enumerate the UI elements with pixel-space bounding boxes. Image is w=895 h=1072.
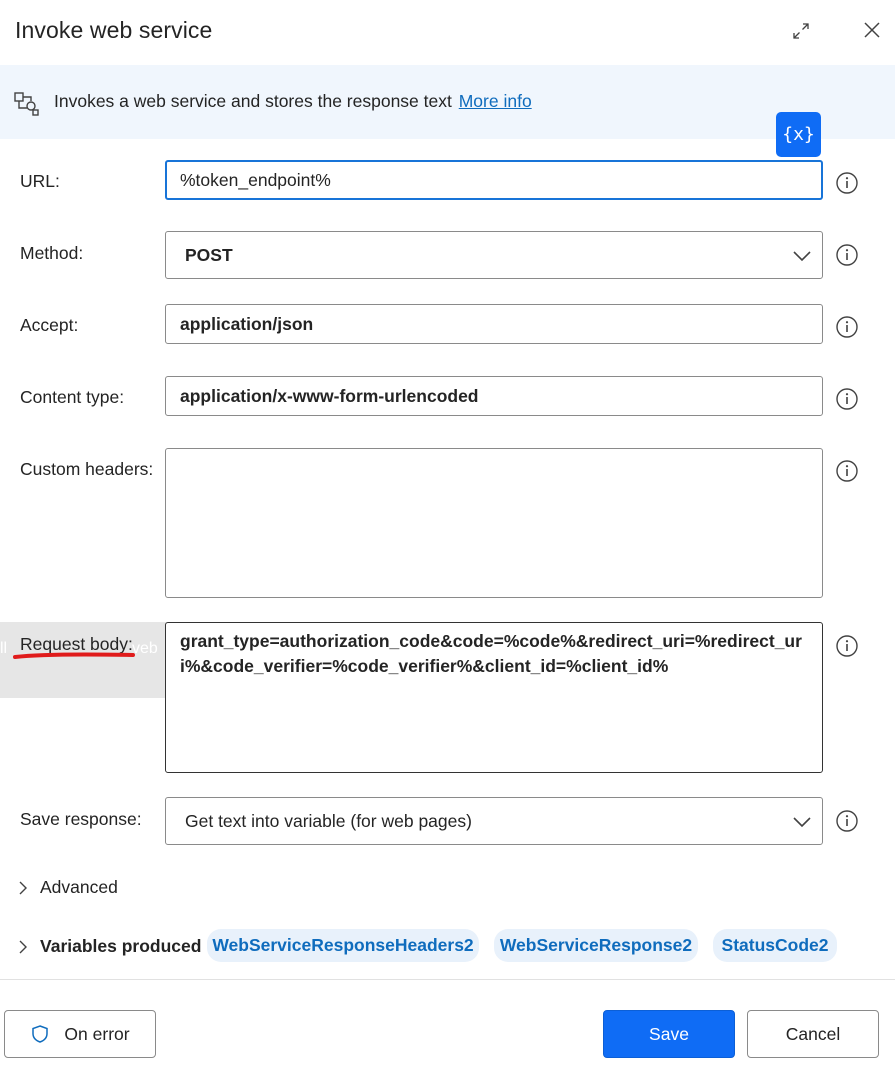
request-body-textarea[interactable] — [165, 622, 823, 773]
insert-variable-button[interactable]: {x} — [776, 112, 821, 157]
web-service-icon — [13, 90, 41, 118]
tooltip-ghost-right-text: veb — [132, 640, 158, 657]
variables-produced-toggle[interactable] — [14, 936, 201, 957]
tooltip-ghost-left-text: ll — [0, 640, 8, 657]
accept-label: Accept: — [20, 315, 79, 335]
advanced-label: Advanced — [40, 877, 118, 897]
save-response-select[interactable] — [165, 797, 823, 845]
save-response-label: Save response: — [20, 809, 142, 829]
custom-headers-label: Custom headers: — [20, 459, 154, 479]
chevron-down-icon — [792, 812, 812, 832]
red-underline-annotation — [12, 648, 136, 664]
banner-text — [54, 91, 532, 112]
variable-pill[interactable]: WebServiceResponse2 — [494, 929, 698, 962]
on-error-button[interactable] — [4, 1010, 156, 1058]
shield-icon — [30, 1024, 50, 1044]
cancel-button[interactable]: Cancel — [747, 1010, 879, 1058]
content-type-info-icon[interactable] — [835, 387, 859, 411]
method-select[interactable] — [165, 231, 823, 279]
banner-description: Invokes a web service and stores the response text — [54, 91, 452, 111]
content-type-value: application/x-www-form-urlencoded — [180, 385, 479, 406]
dialog-header — [0, 0, 895, 64]
content-type-input[interactable] — [165, 376, 823, 416]
url-label: URL: — [20, 171, 60, 191]
request-body-value: grant_type=authorization_code&code=%code%&redirect_uri=%redirect_uri%&code_verifier=%code_verifier%&client_id=%client_id% — [180, 631, 802, 676]
request-body-info-icon[interactable] — [835, 634, 859, 658]
footer-divider — [0, 979, 895, 980]
chevron-right-icon — [14, 938, 32, 956]
custom-headers-info-icon[interactable] — [835, 459, 859, 483]
chevron-right-icon — [14, 879, 32, 897]
accept-value: application/json — [180, 313, 314, 334]
method-value: POST — [185, 244, 233, 265]
chevron-down-icon — [792, 246, 812, 266]
request-body-label: Request body: — [20, 634, 133, 654]
variable-pill[interactable]: StatusCode2 — [713, 929, 837, 962]
method-info-icon[interactable] — [835, 243, 859, 267]
url-value: %token_endpoint% — [180, 169, 331, 190]
custom-headers-textarea[interactable] — [165, 448, 823, 598]
accept-info-icon[interactable] — [835, 315, 859, 339]
expand-icon[interactable] — [788, 18, 814, 44]
more-info-link[interactable]: More info — [458, 91, 532, 111]
variables-produced-label: Variables produced — [40, 936, 202, 956]
accept-input[interactable] — [165, 304, 823, 344]
variable-pill[interactable]: WebServiceResponseHeaders2 — [207, 929, 479, 962]
save-response-value: Get text into variable (for web pages) — [185, 810, 472, 831]
close-icon[interactable] — [858, 16, 886, 44]
on-error-label: On error — [64, 1023, 130, 1044]
save-response-info-icon[interactable] — [835, 809, 859, 833]
content-type-label: Content type: — [20, 387, 125, 407]
advanced-toggle[interactable] — [14, 877, 118, 898]
save-button[interactable]: Save — [603, 1010, 735, 1058]
dialog-title: Invoke web service — [15, 17, 213, 43]
url-input[interactable] — [165, 160, 823, 200]
method-label: Method: — [20, 243, 84, 263]
url-info-icon[interactable] — [835, 171, 859, 195]
